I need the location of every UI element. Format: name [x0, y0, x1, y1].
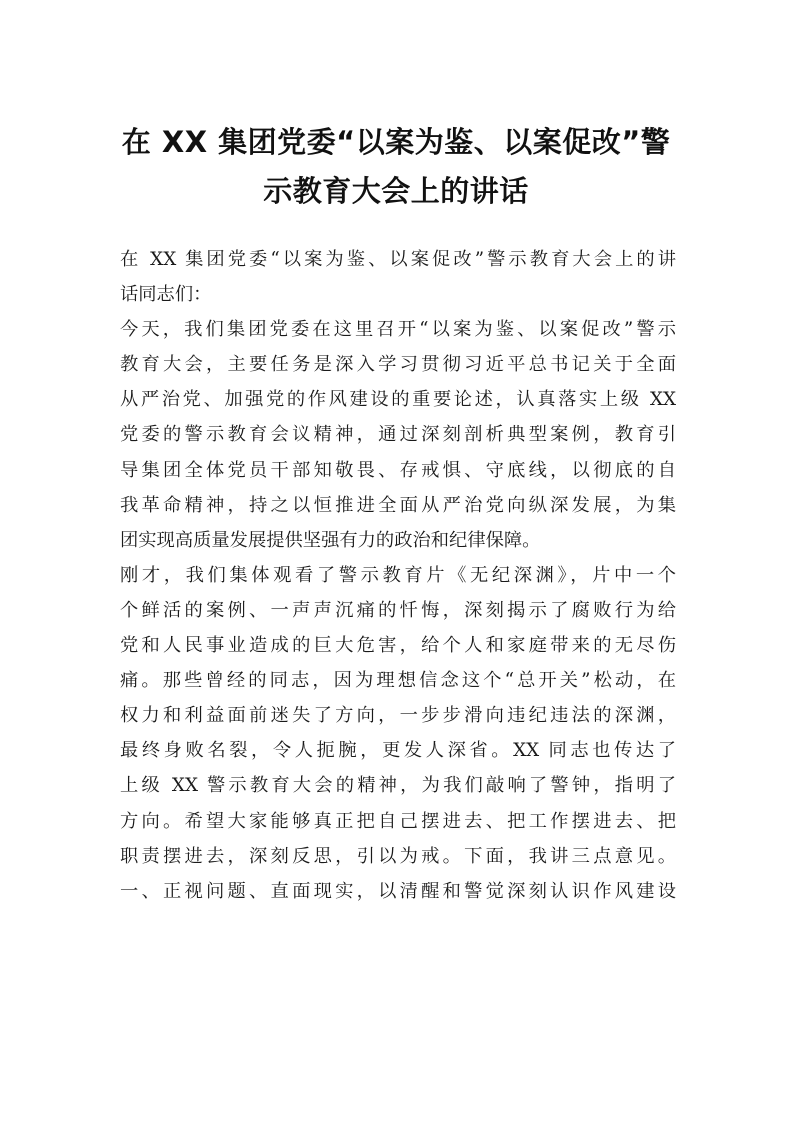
text-line: 刚才，我们集体观看了警示教育片《无纪深渊》，片中一个: [120, 564, 676, 586]
text-line: 党委的警示教育会议精神，通过深刻剖析典型案例，教育引: [120, 424, 676, 446]
text-line: 今天，我们集团党委在这里召开“以案为鉴、以案促改”警示: [120, 319, 676, 341]
text-line: 教育大会，主要任务是深入学习贯彻习近平总书记关于全面: [120, 354, 676, 376]
text-line: 从严治党、加强党的作风建设的重要论述，认真落实上级 XX: [120, 389, 676, 411]
document-title: [108, 118, 684, 216]
text-line: 话同志们：: [120, 284, 212, 306]
text-line: 痛。那些曾经的同志，因为理想信念这个“总开关”松动，在: [120, 670, 676, 692]
paragraph-purpose: [120, 312, 676, 558]
text-line: 方向。希望大家能够真正把自己摆进去、把工作摆进去、把: [120, 810, 676, 832]
text-line: 党和人民事业造成的巨大危害，给个人和家庭带来的无尽伤: [120, 635, 676, 657]
title-line: 在 XX 集团党委“以案为鉴、以案促改”警: [121, 125, 671, 159]
paragraph-warning-film: [120, 558, 676, 874]
text-line: 个鲜活的案例、一声声沉痛的忏悔，深刻揭示了腐败行为给: [120, 599, 676, 621]
text-line: 最终身败名裂，令人扼腕，更发人深省。XX 同志也传达了: [120, 740, 676, 762]
text-line: 在 XX 集团党委“以案为鉴、以案促改”警示教育大会上的讲: [120, 249, 676, 270]
title-line: 示教育大会上的讲话: [263, 174, 529, 208]
text-line: 我革命精神，持之以恒推进全面从严治党向纵深发展，为集: [120, 494, 676, 516]
paragraph-opening: [120, 242, 676, 312]
text-line: 职责摆进去，深刻反思，引以为戒。下面，我讲三点意见。: [120, 845, 676, 867]
text-line: 一、正视问题、直面现实，以清醒和警觉深刻认识作风建设: [120, 880, 676, 902]
section-heading-one: [120, 874, 676, 909]
text-line: 团实现高质量发展提供坚强有力的政治和纪律保障。: [120, 529, 541, 551]
text-line: 上级 XX 警示教育大会的精神，为我们敲响了警钟，指明了: [120, 775, 676, 797]
text-line: 导集团全体党员干部知敬畏、存戒惧、守底线，以彻底的自: [120, 459, 676, 481]
document-body: [120, 242, 676, 909]
text-line: 权力和利益面前迷失了方向，一步步滑向违纪违法的深渊，: [120, 705, 676, 727]
